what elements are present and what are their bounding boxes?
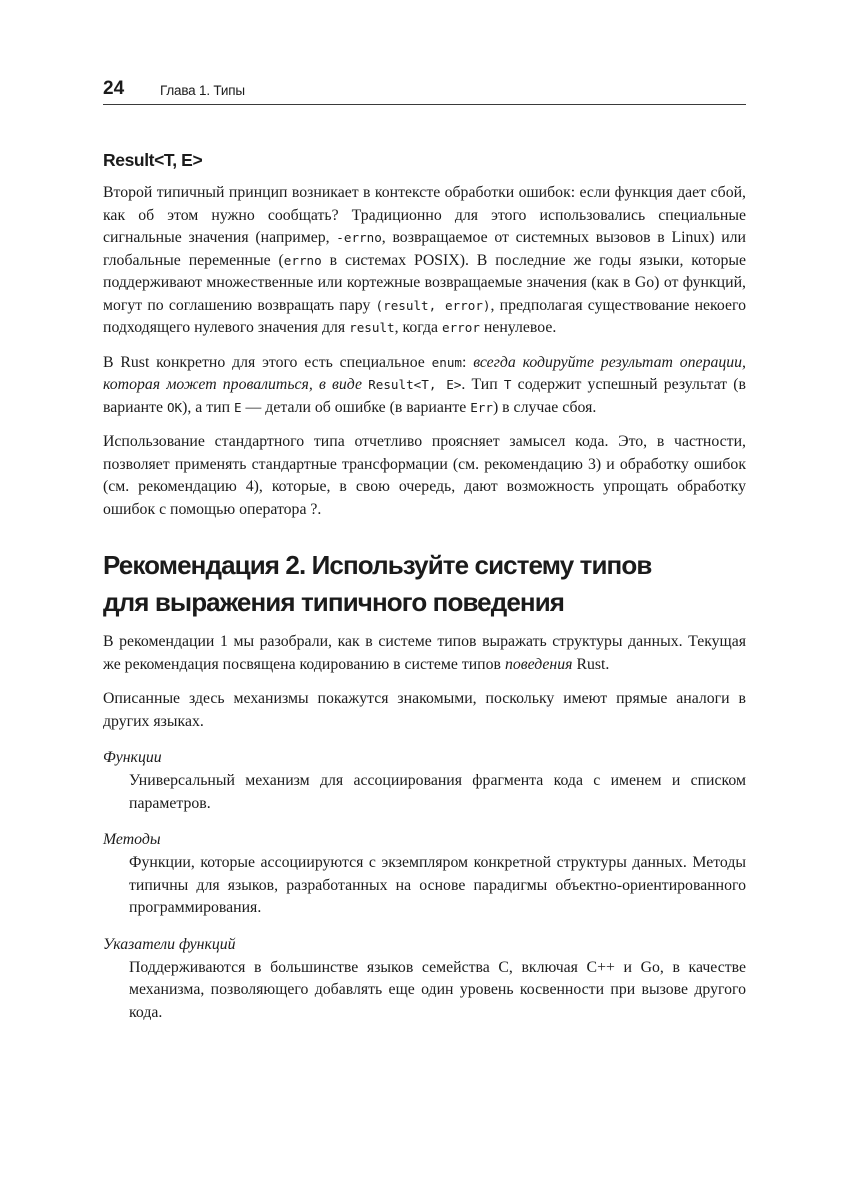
emphasis-behavior: поведения bbox=[504, 655, 573, 673]
definition-description: Поддерживаются в большинстве языков семейства C, включая C++ и Go, в качестве механизма, позволяющего добавлять еще один уровень косвенности при вызове другого кода. bbox=[129, 958, 746, 1021]
page-content bbox=[103, 148, 746, 1026]
definition-term: Функции bbox=[103, 749, 162, 766]
code-enum: enum bbox=[431, 354, 462, 370]
code-result-error-pair: (result, error) bbox=[375, 297, 491, 313]
result-paragraph-3: Использование стандартного типа отчетливо проясняет замысел кода. Это, в частности, позволяет применять стандартные трансформации (см. рекомендацию 3) и обработку ошибок (см. рекомендацию 4), которые, в свою очередь, дают возможность упрощать обработку ошибок с помощью оператора ?. bbox=[103, 433, 746, 518]
code-result: result bbox=[349, 320, 395, 335]
code-t: T bbox=[503, 377, 512, 392]
page-number: 24 bbox=[103, 78, 125, 99]
code-error: error bbox=[441, 320, 480, 335]
code-errno-neg: -errno bbox=[336, 230, 382, 245]
recommendation-heading: Рекомендация 2. Используйте систему типов для выражения типичного поведения bbox=[103, 550, 652, 617]
emphasis-advice: всегда кодируйте результат операции, которая может провалиться, в виде bbox=[103, 353, 747, 393]
code-e: E bbox=[234, 399, 242, 415]
code-errno: errno bbox=[283, 252, 322, 268]
result-paragraph-2: В Rust конкретно для этого есть специальное enum: всегда кодируйте результат операции, которая может провалиться, в виде Result<T, E>. Тип T содержит успешный результат (в варианте OK), а тип E — детали об ошибке (в варианте Err) в случае сбоя. bbox=[103, 353, 747, 416]
code-ok: OK bbox=[166, 399, 183, 415]
definition-term: Указатели функций bbox=[103, 935, 236, 953]
chapter-title: Глава 1. Типы bbox=[160, 83, 245, 98]
running-header bbox=[103, 78, 746, 105]
definition-term: Методы bbox=[103, 831, 161, 848]
definition-description: Универсальный механизм для ассоциирования фрагмента кода с именем и списком параметров. bbox=[129, 772, 746, 812]
definition-list bbox=[103, 747, 746, 1024]
result-paragraph-1: Второй типичный принцип возникает в контексте обработки ошибок: если функция дает сбой, как об этом нужно сообщать? Традиционно для этого использовались специальные сигнальные значения (например, -errno, возвращаемое от системных вызовов в Linux) или глобальные переменные (errno в системах POSIX). В последние же годы языки, которые поддерживают множественные или кортежные возвращаемые значения (как в Go) от функций, могут по соглашению возвращать пару (result, error), предполагая существование некоего подходящего нулевого значения для result, когда error ненулевое. bbox=[103, 184, 747, 336]
code-err: Err bbox=[470, 399, 493, 415]
rec-paragraph-2: Описанные здесь механизмы покажутся знакомыми, поскольку имеют прямые аналоги в других языках. bbox=[103, 690, 746, 730]
rec-paragraph-1: В рекомендации 1 мы разобрали, как в системе типов выражать структуры данных. Текущая же рекомендация посвящена кодированию в системе типов поведения Rust. bbox=[103, 633, 746, 673]
code-result-type: Result<T, E> bbox=[368, 377, 462, 392]
definition-description: Функции, которые ассоциируются с экземпляром конкретной структуры данных. Методы типичны для языков, разработанных на основе парадигмы объектно-ориентированного программирования. bbox=[129, 854, 746, 916]
result-section-heading: Result<T, E> bbox=[103, 150, 203, 170]
